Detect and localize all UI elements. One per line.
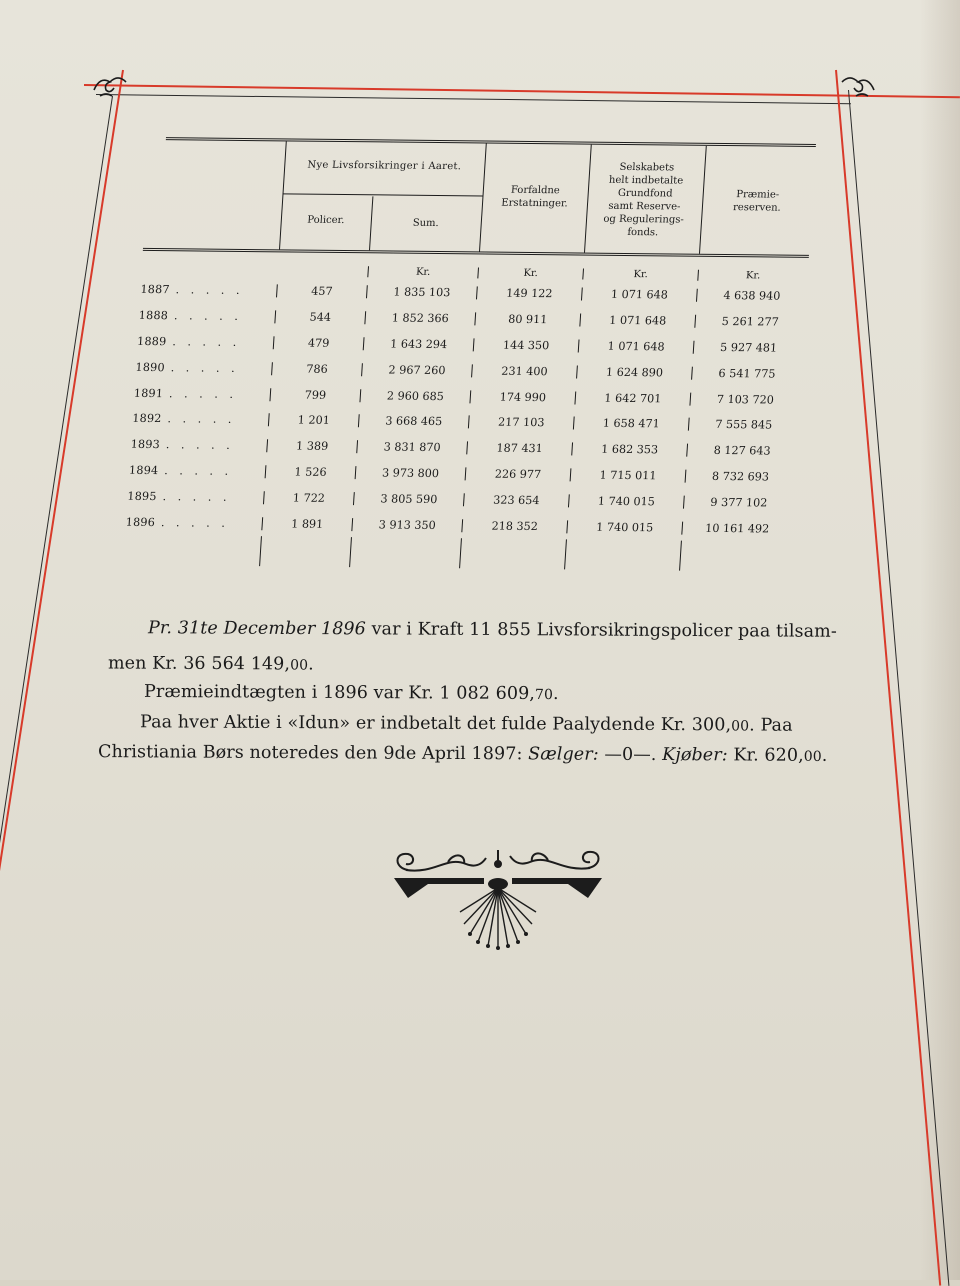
cell-year — [137, 335, 274, 349]
leader-dots: . . . . . — [165, 438, 235, 453]
paragraph-line-1-rest: var i Kraft 11 855 Livsforsikringspolicer paa tilsam- — [365, 619, 837, 642]
cell-forfaldne: 174 990 — [469, 390, 575, 404]
leader-dots: . . . . . — [160, 515, 230, 530]
leader-dots: . . . . . — [168, 386, 238, 401]
cell-sum: 3 973 800 — [355, 466, 466, 480]
cell-year — [133, 386, 270, 400]
leader-dots: . . . . . — [162, 489, 232, 504]
year-label: 1894 — [128, 463, 159, 478]
unit-praemie: Kr. — [697, 270, 808, 282]
page-edge-shadow — [920, 0, 960, 1280]
leader-dots: . . . . . — [175, 283, 245, 298]
saelger-label: Sælger: — [528, 744, 599, 765]
cell-grundfond: 1 071 648 — [581, 288, 697, 302]
statistics-table — [123, 137, 816, 572]
table-rows — [125, 277, 807, 542]
leader-dots: . . . . . — [170, 361, 240, 375]
cell-forfaldne: 217 103 — [468, 416, 574, 430]
cell-grundfond: 1 624 890 — [576, 365, 692, 379]
cell-praemie: 4 638 940 — [696, 289, 807, 303]
cell-forfaldne: 149 122 — [476, 287, 582, 301]
header-cell-year — [143, 140, 286, 249]
paragraph-line-2-end: . — [308, 654, 314, 675]
cell-forfaldne: 226 977 — [465, 467, 571, 481]
cell-forfaldne: 80 911 — [474, 313, 580, 327]
cell-policer: 1 722 — [263, 491, 354, 505]
cell-year — [129, 464, 266, 478]
cell-sum: 2 960 685 — [359, 389, 470, 403]
paragraph-line-2 — [108, 653, 314, 674]
cell-year — [127, 490, 264, 504]
year-label: 1889 — [136, 334, 167, 349]
saelger-value: —0—. — [598, 744, 663, 766]
cell-praemie: 7 555 845 — [688, 418, 799, 432]
premium-income-decimals: 70 — [534, 686, 554, 704]
column-header-grundfond: Selskabets helt indbetalte Grundfond samt Reserve- og Regulerings- fonds. — [603, 161, 685, 239]
cell-praemie: 8 732 693 — [685, 470, 796, 484]
kjober-decimals: 00 — [803, 748, 822, 765]
cell-grundfond: 1 740 015 — [566, 520, 682, 534]
cell-praemie: 7 103 720 — [689, 392, 800, 406]
year-label: 1891 — [133, 386, 164, 400]
date-italic: Pr. 31te December 1896 — [147, 618, 366, 640]
cell-praemie: 5 927 481 — [693, 341, 804, 355]
cell-sum: 1 835 103 — [366, 286, 477, 300]
premium-income-end: . — [552, 684, 559, 705]
corner-ornament-left-icon — [90, 70, 130, 100]
unit-sum: Kr. — [367, 266, 478, 278]
year-label: 1893 — [130, 437, 161, 452]
cell-forfaldne: 218 352 — [461, 519, 567, 533]
column-header-forfaldne: Forfaldne Erstatninger. — [500, 184, 569, 210]
unit-year — [141, 275, 277, 276]
frame-black-top-rule — [96, 94, 851, 104]
cell-sum: 3 805 590 — [353, 492, 464, 506]
leader-dots: . . . . . — [167, 412, 236, 427]
cell-sum: 3 831 870 — [356, 440, 467, 454]
cell-sum: 3 913 350 — [351, 518, 462, 532]
cell-policer: 1 201 — [268, 414, 359, 428]
cell-praemie: 10 161 492 — [681, 521, 792, 535]
share-line-1-end: . Paa — [749, 715, 793, 736]
cell-praemie: 9 377 102 — [683, 495, 794, 509]
year-label: 1895 — [127, 489, 158, 503]
cell-grundfond: 1 071 648 — [579, 314, 695, 328]
column-header-policer: Policer. — [306, 214, 345, 227]
cell-year — [138, 309, 275, 323]
cell-policer: 479 — [273, 336, 364, 350]
leader-dots: . . . . . — [163, 464, 233, 478]
leader-dots: . . . . . — [173, 309, 243, 324]
cell-policer: 786 — [271, 362, 362, 376]
cell-grundfond: 1 658 471 — [573, 417, 689, 431]
paragraph-premium-income — [144, 682, 559, 704]
cell-sum: 1 852 366 — [364, 311, 475, 325]
table-body — [123, 251, 809, 572]
frame-black-left-rule — [0, 96, 113, 1283]
cell-policer: 1 891 — [261, 517, 352, 531]
cell-grundfond: 1 740 015 — [568, 494, 684, 508]
kjober-value: Kr. 620, — [727, 745, 804, 766]
column-header-sum: Sum. — [412, 217, 440, 230]
cell-year — [140, 283, 277, 297]
cell-praemie: 8 127 643 — [686, 444, 797, 458]
kjober-label: Kjøber: — [662, 745, 728, 766]
cell-policer: 799 — [269, 388, 360, 402]
cell-year — [130, 438, 267, 452]
decorative-fleuron-icon — [388, 848, 608, 958]
unit-forfaldne: Kr. — [477, 267, 583, 279]
cell-praemie: 5 261 277 — [694, 315, 805, 329]
cell-policer: 1 389 — [266, 439, 357, 453]
cell-grundfond: 1 642 701 — [574, 391, 690, 405]
paragraph-share-line-1 — [140, 712, 793, 735]
year-label: 1892 — [131, 412, 162, 426]
cell-year — [132, 412, 269, 426]
cell-forfaldne: 144 350 — [473, 338, 579, 352]
column-header-praemie: Præmie- reserven. — [732, 189, 782, 214]
cell-forfaldne: 323 654 — [463, 493, 569, 507]
cell-year — [125, 515, 262, 529]
cell-praemie: 6 541 775 — [691, 366, 802, 380]
unit-policer — [277, 276, 367, 277]
year-label: 1890 — [135, 360, 166, 374]
cell-policer: 457 — [276, 285, 367, 299]
leader-dots: . . . . . — [172, 335, 241, 349]
year-label: 1887 — [139, 283, 171, 297]
share-line-1-text: Paa hver Aktie i «Idun» er indbetalt det fulde Paalydende Kr. 300, — [139, 712, 732, 736]
paragraph-line-1 — [148, 618, 837, 642]
kjober-end: . — [821, 745, 828, 766]
cell-sum: 3 668 465 — [358, 415, 469, 429]
cell-grundfond: 1 071 648 — [578, 339, 694, 353]
table-tail-space — [123, 535, 791, 572]
cell-forfaldne: 231 400 — [471, 364, 577, 378]
cell-policer: 1 526 — [265, 465, 356, 479]
cell-grundfond: 1 715 011 — [570, 468, 686, 482]
table-header — [143, 140, 816, 255]
header-cell-policer-col — [279, 141, 376, 250]
cell-sum: 1 643 294 — [363, 337, 474, 351]
year-label: 1888 — [138, 309, 169, 323]
year-label: 1896 — [125, 515, 156, 529]
cell-sum: 2 967 260 — [361, 363, 472, 377]
cell-forfaldne: 187 431 — [466, 442, 572, 456]
premium-income-text: Præmieindtægten i 1896 var Kr. 1 082 609, — [143, 681, 536, 704]
cell-grundfond: 1 682 353 — [571, 443, 687, 457]
cell-policer: 544 — [274, 311, 365, 325]
unit-grundfond: Kr. — [582, 269, 698, 281]
group-header-nye-livsforsikringer: Nye Livsforsikringer i Aaret. — [307, 159, 462, 173]
paragraph-line-2-text: men Kr. 36 564 149, — [107, 653, 291, 675]
cell-year — [135, 361, 272, 375]
paragraph-share-line-2 — [98, 742, 828, 766]
corner-ornament-right-icon — [838, 70, 878, 100]
share-line-2-text: Christiania Børs noteredes den 9de April 1897: — [97, 742, 529, 765]
share-line-1-decimals: 00 — [731, 718, 750, 735]
paragraph-line-2-decimals: 00 — [290, 657, 309, 674]
frame-red-left-rule — [0, 70, 124, 1276]
